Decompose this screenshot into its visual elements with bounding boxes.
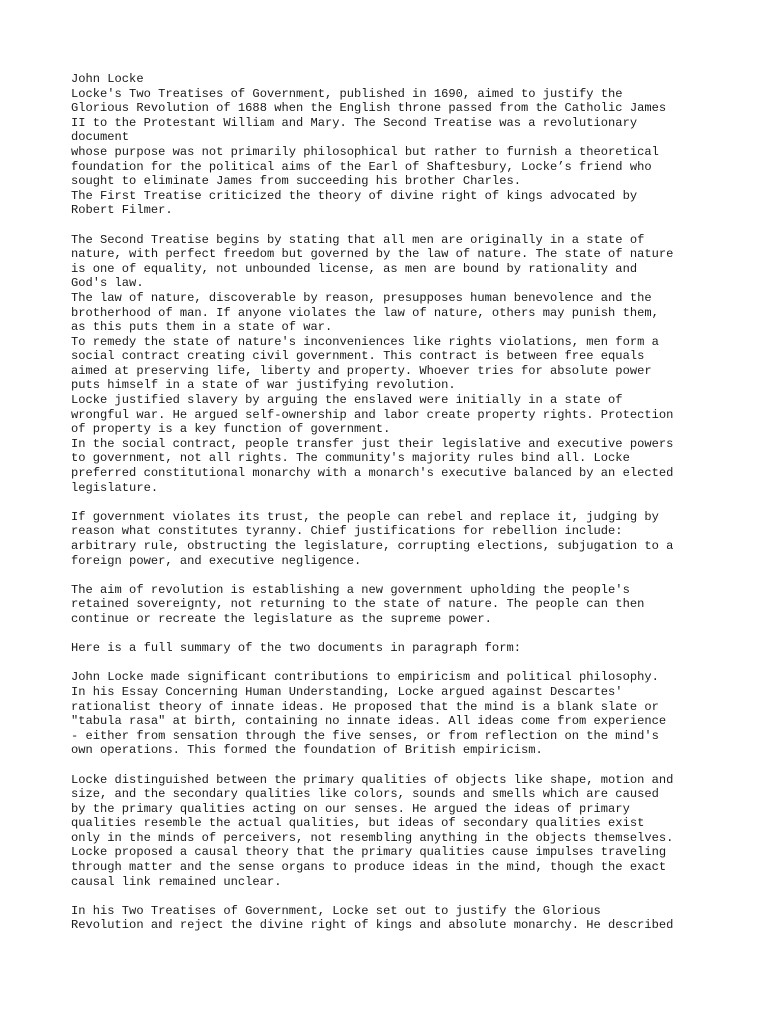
text-line: causal link remained unclear. xyxy=(71,874,282,889)
text-line: Locke proposed a causal theory that the primary qualities cause impulses traveling xyxy=(71,845,667,860)
text-line: reason what constitutes tyranny. Chief justifications for rebellion include: xyxy=(71,524,623,539)
text-line: II to the Protestant William and Mary. The Second Treatise was a revolutionary xyxy=(71,115,638,130)
text-line xyxy=(71,889,711,904)
text-line: The First Treatise criticized the theory of divine right of kings advocated by xyxy=(71,188,638,203)
text-line: retained sovereignty, not returning to the state of nature. The people can then xyxy=(71,597,645,612)
text-line: In his Essay Concerning Human Understanding, Locke argued against Descartes' xyxy=(71,684,623,699)
text-line xyxy=(71,758,711,773)
text-line xyxy=(71,218,711,233)
text-line: of property is a key function of government. xyxy=(71,422,391,437)
text-line: size, and the secondary qualities like colors, sounds and smells which are caused xyxy=(71,787,659,802)
text-line: own operations. This formed the foundation of British empiricism. xyxy=(71,743,543,758)
text-line: document xyxy=(71,130,130,145)
text-line: God's law. xyxy=(71,276,144,291)
text-line: Robert Filmer. xyxy=(71,203,173,218)
text-line: is one of equality, not unbounded license, as men are bound by rationality and xyxy=(71,261,638,276)
text-line: aimed at preserving life, liberty and property. Whoever tries for absolute power xyxy=(71,363,652,378)
text-line: only in the minds of perceivers, not resembling anything in the objects themselves. xyxy=(71,830,674,845)
text-line: John Locke made significant contributions to empiricism and political philosophy. xyxy=(71,670,659,685)
text-line: Revolution and reject the divine right of kings and absolute monarchy. He described xyxy=(71,918,674,933)
text-line: In the social contract, people transfer just their legislative and executive powers xyxy=(71,436,674,451)
text-line xyxy=(71,627,711,642)
text-line: nature, with perfect freedom but governed by the law of nature. The state of nature xyxy=(71,247,674,262)
text-line: foreign power, and executive negligence. xyxy=(71,553,362,568)
text-line: Locke's Two Treatises of Government, published in 1690, aimed to justify the xyxy=(71,86,623,101)
text-line: rationalist theory of innate ideas. He proposed that the mind is a blank slate or xyxy=(71,699,659,714)
text-line: whose purpose was not primarily philosophical but rather to furnish a theoretical xyxy=(71,144,659,159)
text-line: as this puts them in a state of war. xyxy=(71,320,333,335)
text-line: The aim of revolution is establishing a new government upholding the people's xyxy=(71,582,630,597)
text-line xyxy=(71,495,711,510)
text-line xyxy=(71,568,711,583)
text-line: legislature. xyxy=(71,480,159,495)
text-line: Glorious Revolution of 1688 when the English throne passed from the Catholic James xyxy=(71,101,667,116)
text-line: preferred constitutional monarchy with a monarch's executive balanced by an elected xyxy=(71,466,674,481)
text-line: Locke justified slavery by arguing the enslaved were initially in a state of xyxy=(71,393,623,408)
document-body xyxy=(71,72,711,933)
text-line: continue or recreate the legislature as the supreme power. xyxy=(71,611,492,626)
text-line: Locke distinguished between the primary qualities of objects like shape, motion and xyxy=(71,772,674,787)
text-line: - either from sensation through the five senses, or from reflection on the mind's xyxy=(71,728,659,743)
text-line xyxy=(71,656,711,671)
text-line: brotherhood of man. If anyone violates the law of nature, others may punish them, xyxy=(71,305,659,320)
text-line: The Second Treatise begins by stating that all men are originally in a state of xyxy=(71,232,645,247)
text-line: foundation for the political aims of the Earl of Shaftesbury, Locke’s friend who xyxy=(71,159,652,174)
text-line: by the primary qualities acting on our senses. He argued the ideas of primary xyxy=(71,801,630,816)
document-title: John Locke xyxy=(71,72,144,86)
text-line: social contract creating civil government. This contract is between free equals xyxy=(71,349,645,364)
text-line: Here is a full summary of the two documents in paragraph form: xyxy=(71,641,521,656)
text-line: To remedy the state of nature's inconveniences like rights violations, men form a xyxy=(71,334,659,349)
text-line: through matter and the sense organs to produce ideas in the mind, though the exact xyxy=(71,860,667,875)
text-line: The law of nature, discoverable by reason, presupposes human benevolence and the xyxy=(71,290,652,305)
document-page xyxy=(71,72,711,933)
text-line: wrongful war. He argued self-ownership and labor create property rights. Protection xyxy=(71,407,674,422)
text-line: In his Two Treatises of Government, Locke set out to justify the Glorious xyxy=(71,903,601,918)
text-line: "tabula rasa" at birth, containing no innate ideas. All ideas come from experience xyxy=(71,714,667,729)
text-line: If government violates its trust, the people can rebel and replace it, judging by xyxy=(71,509,659,524)
text-line: puts himself in a state of war justifying revolution. xyxy=(71,378,456,393)
text-line: sought to eliminate James from succeeding his brother Charles. xyxy=(71,174,521,189)
text-line: to government, not all rights. The community's majority rules bind all. Locke xyxy=(71,451,630,466)
text-line: arbitrary rule, obstructing the legislature, corrupting elections, subjugation to a xyxy=(71,539,674,553)
text-line: qualities resemble the actual qualities, but ideas of secondary qualities exist xyxy=(71,816,645,831)
